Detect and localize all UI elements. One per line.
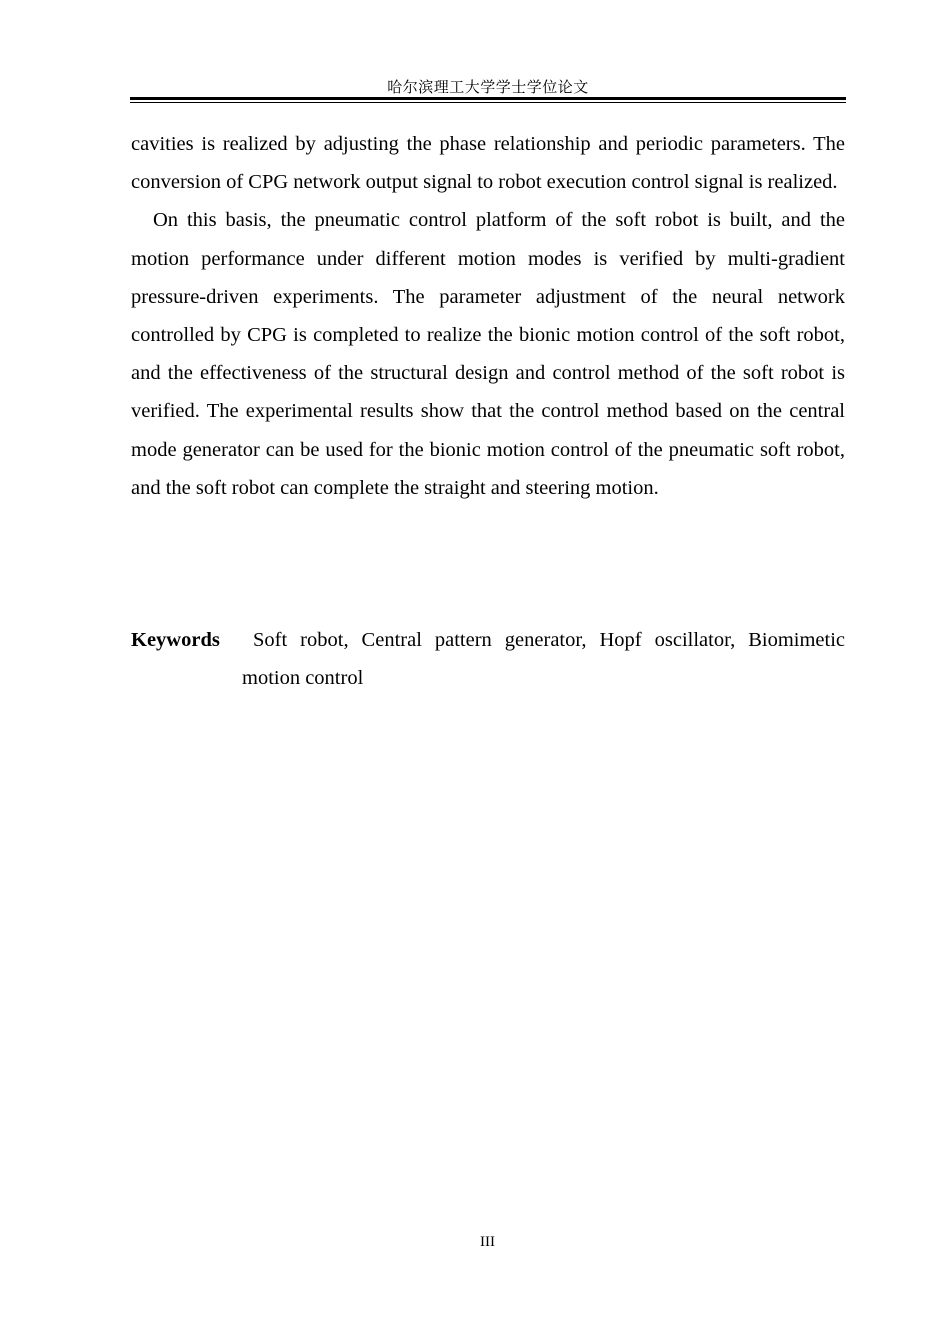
page-number: III — [480, 1234, 495, 1250]
abstract-paragraph-2: On this basis, the pneumatic control platform of the soft robot is built, and the motion performance under different motion modes is verified by multi-gradient pressure-driven experiments. The parameter adjustment of the neural network controlled by CPG is completed to realize the bionic motion control of the soft robot, and the effectiveness of the structural design and control method of the soft robot is verified. The experimental results show that the control method based on the central mode generator can be used for the bionic motion control of the pneumatic soft robot, and the soft robot can complete the straight and steering motion. — [131, 209, 845, 499]
running-header: 哈尔滨理工大学学士学位论文 — [387, 80, 589, 96]
header-rule-thick — [130, 97, 846, 100]
keywords-text: Soft robot, Central pattern generator, Hopf oscillator, Biomimetic motion control — [242, 629, 845, 690]
keywords-label: Keywords — [131, 629, 220, 651]
header-rule-thin — [130, 102, 846, 103]
keywords-block — [131, 621, 845, 697]
abstract-paragraph-1: cavities is realized by adjusting the phase relationship and periodic parameters. The conversion of CPG network output signal to robot execution control signal is realized. — [131, 133, 845, 194]
abstract-body — [131, 125, 845, 507]
